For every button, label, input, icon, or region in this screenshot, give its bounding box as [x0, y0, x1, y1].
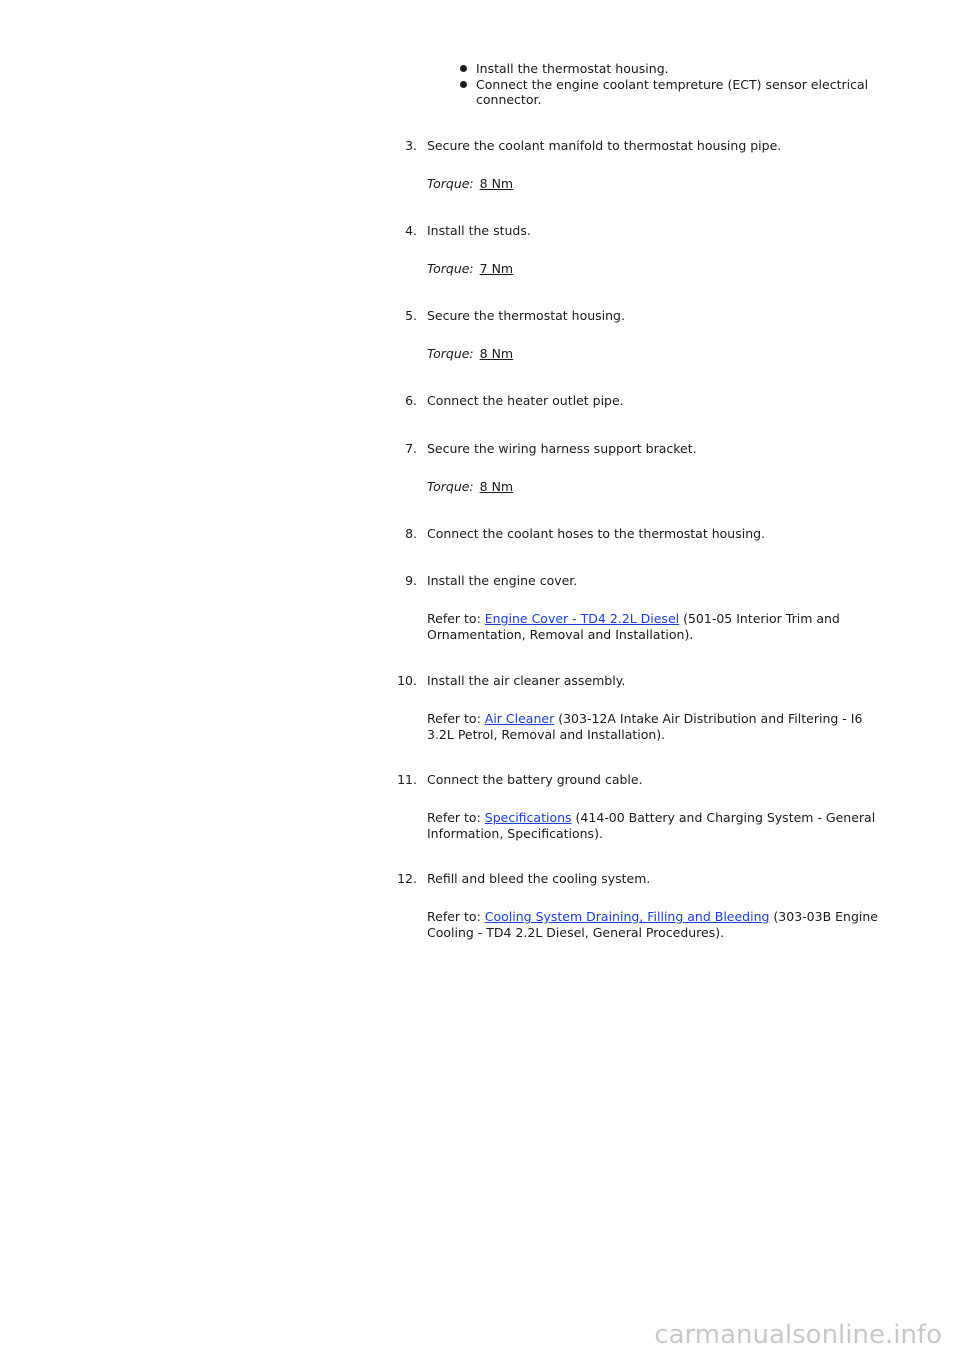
- step-text: Connect the coolant hoses to the thermostat housing.: [427, 526, 766, 541]
- step-text: Connect the battery ground cable.: [427, 772, 643, 787]
- step-text: Install the air cleaner assembly.: [427, 673, 626, 688]
- torque-value: 7 Nm: [479, 261, 514, 276]
- torque-spec: [427, 346, 882, 362]
- reference-link[interactable]: Cooling System Draining, Filling and Bleeding: [484, 909, 770, 924]
- step-text: Secure the coolant manifold to thermostat housing pipe.: [427, 138, 782, 153]
- step-number: 12.: [397, 871, 417, 886]
- bullet-list: [460, 61, 880, 108]
- reference: [427, 611, 882, 642]
- step-number: 5.: [405, 308, 417, 323]
- step-number: 7.: [405, 441, 417, 456]
- reference-link[interactable]: Air Cleaner: [484, 711, 555, 726]
- reference: [427, 810, 882, 841]
- torque-value: 8 Nm: [479, 479, 514, 494]
- refer-prefix: Refer to:: [427, 810, 481, 825]
- torque-spec: [427, 261, 882, 277]
- step-number: 4.: [405, 223, 417, 238]
- bullet-text: Install the thermostat housing.: [476, 61, 669, 76]
- reference-link[interactable]: Engine Cover - TD4 2.2L Diesel: [484, 611, 680, 626]
- refer-suffix: (303-12A Intake Air Distribution and Filtering - I6 3.2L Petrol, Removal and Installation).: [427, 711, 863, 742]
- torque-label: Torque:: [427, 261, 474, 276]
- bullet-item: [460, 61, 880, 77]
- reference: [427, 711, 882, 742]
- torque-label: Torque:: [427, 346, 474, 361]
- refer-suffix: (414-00 Battery and Charging System - General Information, Specifications).: [427, 810, 876, 841]
- step-text: Install the studs.: [427, 223, 531, 238]
- step-number: 11.: [397, 772, 417, 787]
- torque-label: Torque:: [427, 479, 474, 494]
- step-text: Install the engine cover.: [427, 573, 578, 588]
- reference-link[interactable]: Specifications: [484, 810, 572, 825]
- refer-prefix: Refer to:: [427, 909, 481, 924]
- step-number: 10.: [397, 673, 417, 688]
- torque-label: Torque:: [427, 176, 474, 191]
- step-number: 9.: [405, 573, 417, 588]
- torque-spec: [427, 176, 882, 192]
- step-number: 8.: [405, 526, 417, 541]
- refer-suffix: (303-03B Engine Cooling - TD4 2.2L Diesel, General Procedures).: [427, 909, 878, 940]
- torque-value: 8 Nm: [479, 346, 514, 361]
- bullet-dot-icon: [460, 65, 467, 72]
- step-text: Connect the heater outlet pipe.: [427, 393, 624, 408]
- torque-spec: [427, 479, 882, 495]
- refer-prefix: Refer to:: [427, 711, 481, 726]
- bullet-dot-icon: [460, 81, 467, 88]
- watermark: carmanualsonline.info: [654, 1320, 942, 1350]
- bullet-item: [460, 77, 880, 108]
- step-number: 3.: [405, 138, 417, 153]
- refer-prefix: Refer to:: [427, 611, 481, 626]
- refer-suffix: (501-05 Interior Trim and Ornamentation, Removal and Installation).: [427, 611, 840, 642]
- step-text: Secure the thermostat housing.: [427, 308, 625, 323]
- bullet-text: Connect the engine coolant tempreture (ECT) sensor electrical connector.: [476, 76, 869, 107]
- step-number: 6.: [405, 393, 417, 408]
- torque-value: 8 Nm: [479, 176, 514, 191]
- step-text: Secure the wiring harness support bracket.: [427, 441, 697, 456]
- reference: [427, 909, 882, 940]
- step-text: Refill and bleed the cooling system.: [427, 871, 651, 886]
